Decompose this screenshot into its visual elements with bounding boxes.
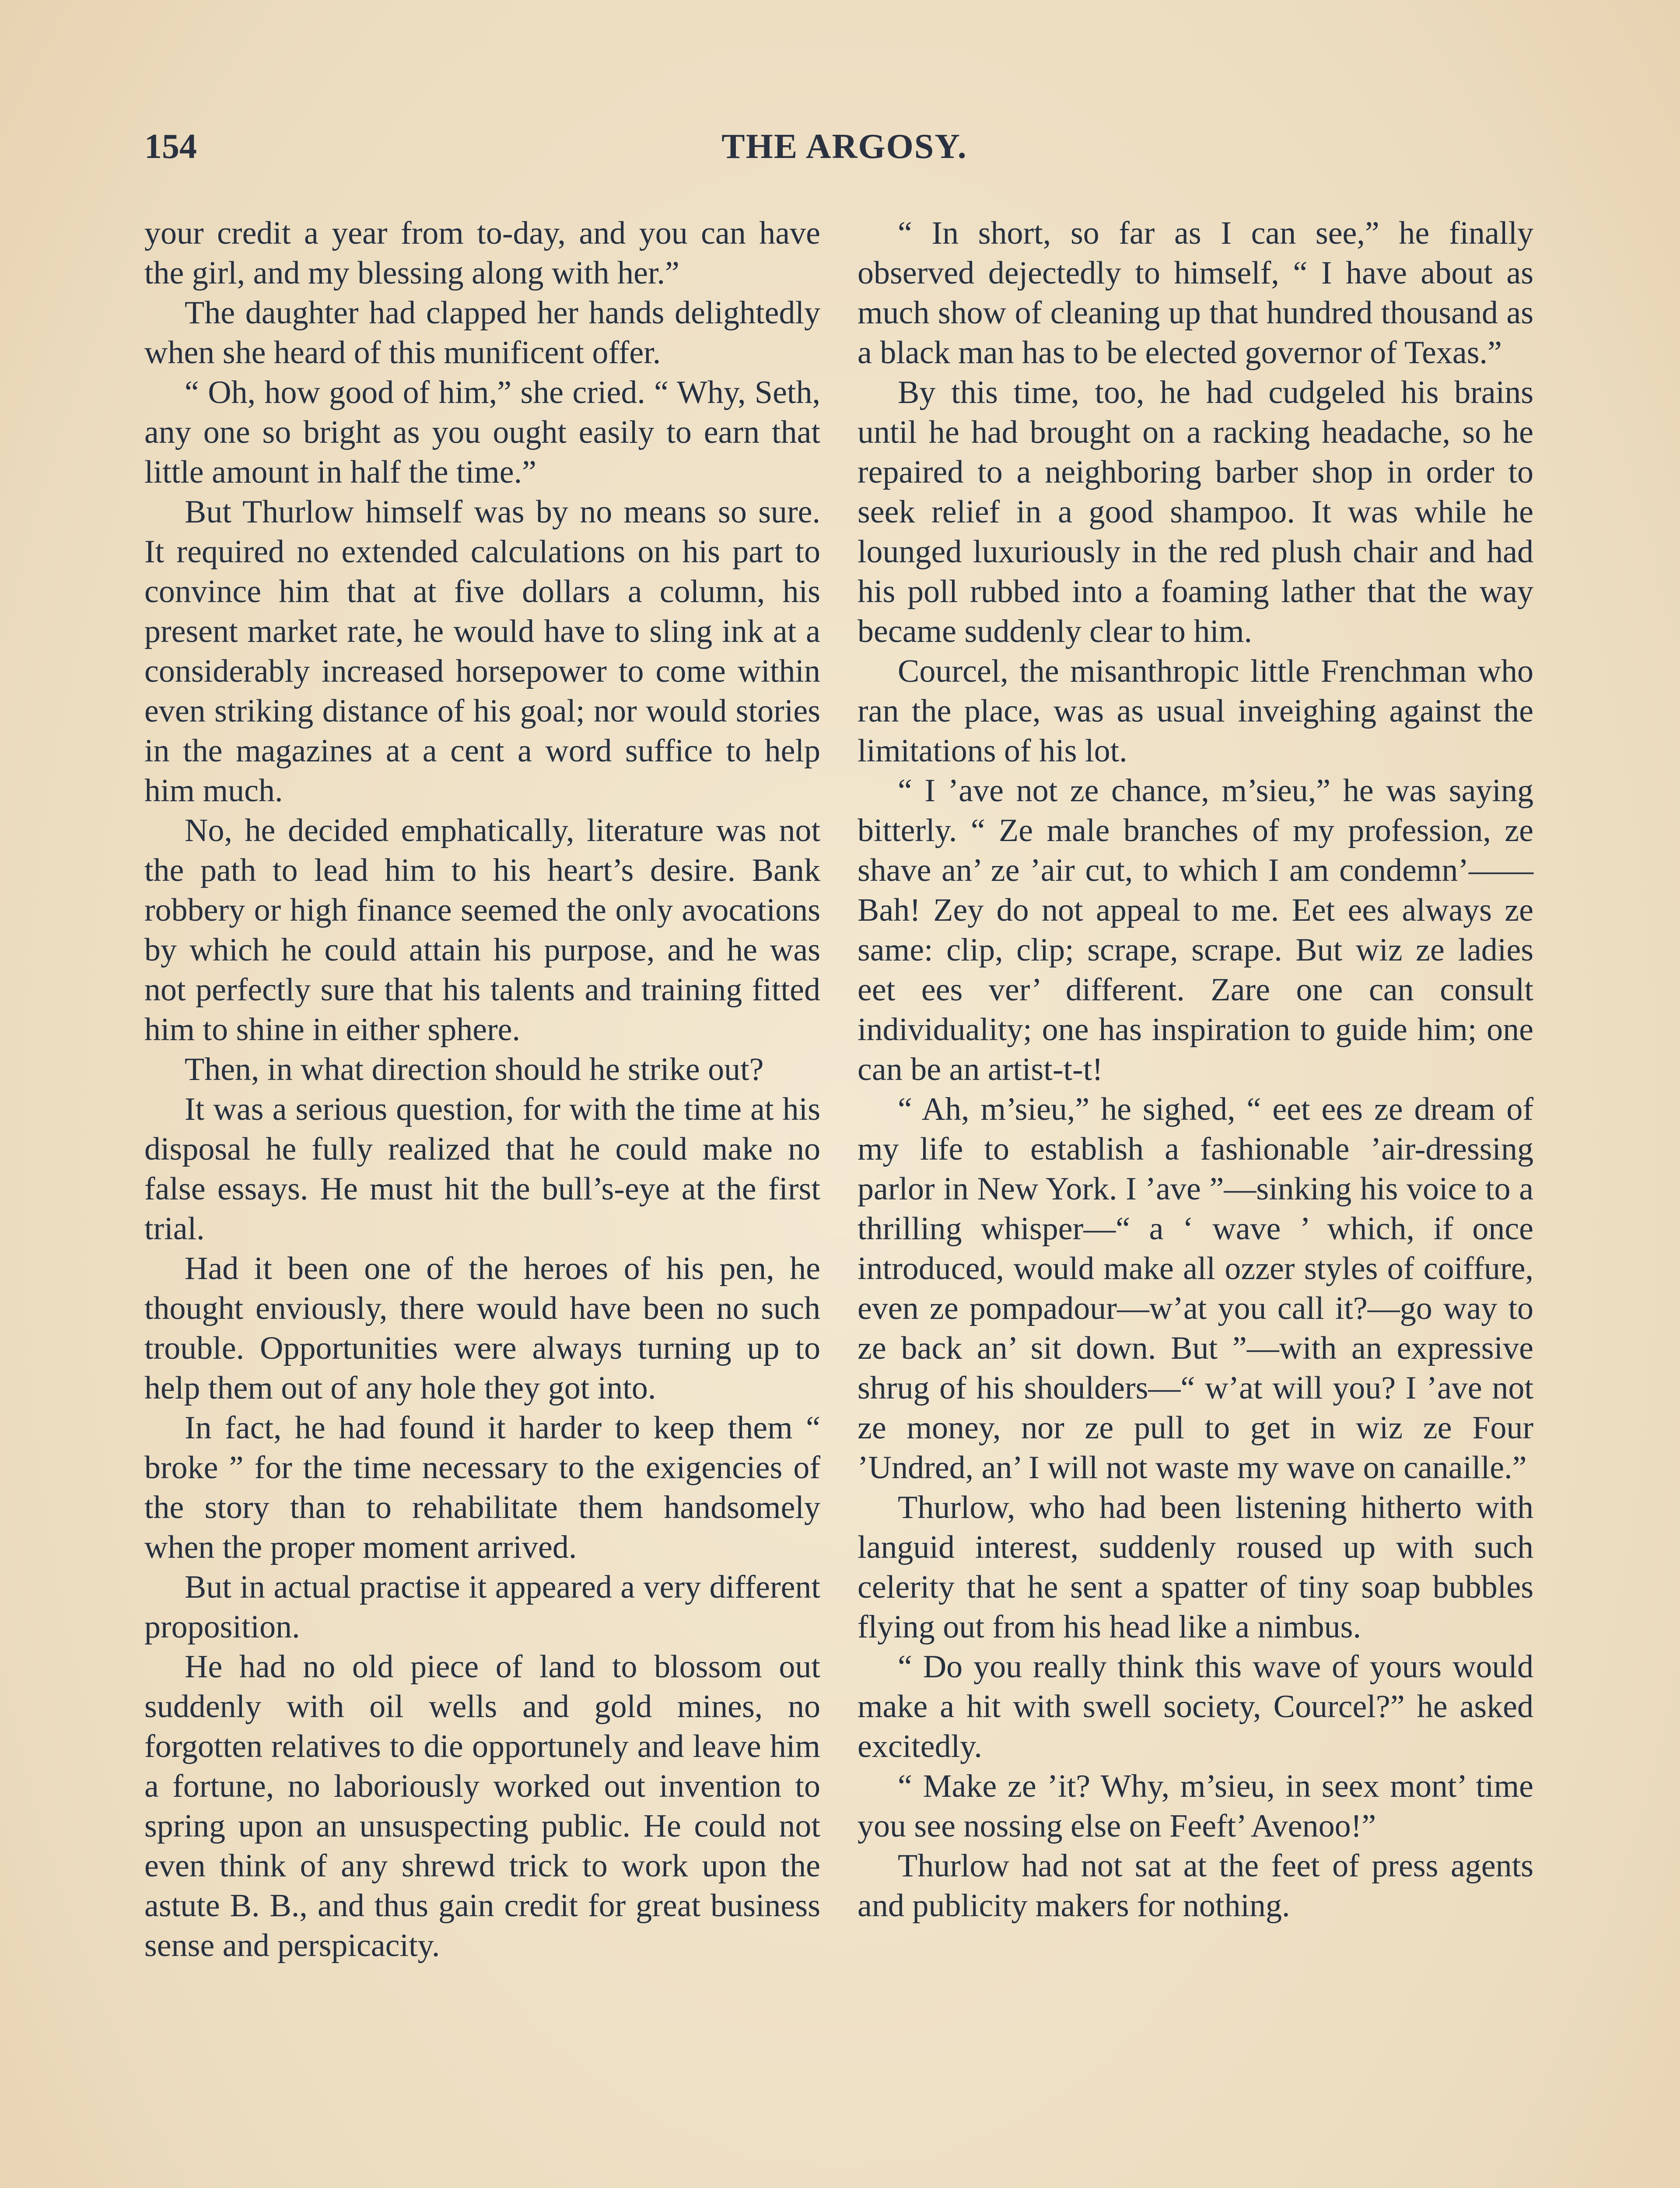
page-header (144, 127, 1544, 179)
paragraph: “ I ’ave not ze chance, m’sieu,” he was saying bitterly. “ Ze male branches of my profession, ze shave an’ ze ’air cut, to which I am condemn’—— Bah! Zey do not appeal to me. Eet ees always ze same: clip, clip; scrape, scrape. But wiz ze ladies eet ees ver’ different. Zare one can consult individuality; one has inspiration to guide him; one can be an artist-t-t! (858, 773, 1533, 1087)
paragraph: Thurlow had not sat at the feet of press agents and publicity makers for nothing. (858, 1848, 1533, 1924)
paragraph: “ Oh, how good of him,” she cried. “ Why, Seth, any one so bright as you ought easily to earn that little amount in half the time.” (144, 375, 820, 490)
paragraph: In fact, he had found it harder to keep them “ broke ” for the time necessary to the exigencies of the story than to rehabilitate them handsomely when the proper moment arrived. (144, 1410, 820, 1565)
right-column (858, 214, 1533, 1926)
paragraph: “ Do you really think this wave of yours would make a hit with swell society, Courcel?” he asked excitedly. (858, 1649, 1533, 1764)
paragraph: He had no old piece of land to blossom out suddenly with oil wells and gold mines, no forgotten relatives to die opportunely and leave him a fortune, no laboriously worked out invention to spring upon an unsuspecting public. He could not even think of any shrewd trick to work upon the astute B. B., and thus gain credit for great business sense and perspicacity. (144, 1649, 820, 1964)
paragraph: “ Ah, m’sieu,” he sighed, “ eet ees ze dream of my life to establish a fashionable ’air-dressing parlor in New York. I ’ave ”—sinking his voice to a thrilling whisper—“ a ‘ wave ’ which, if once introduced, would make all ozzer styles of coiffure, even ze pompadour—w’at you call it?—go way to ze back an’ sit down. But ”—with an expressive shrug of his shoulders—“ w’at will you? I ’ave not ze money, nor ze pull to get in wiz ze Four ’Undred, an’ I will not waste my wave on canaille.” (858, 1091, 1533, 1486)
paragraph: Courcel, the misanthropic little Frenchman who ran the place, was as usual inveighing against the limitations of his lot. (858, 653, 1533, 769)
paragraph: “ Make ze ’it? Why, m’sieu, in seex mont’ time you see nossing else on Feeft’ Avenoo!” (858, 1768, 1533, 1844)
paragraph: Then, in what direction should he strike out? (185, 1052, 764, 1087)
page-number: 154 (144, 127, 197, 166)
paragraph: Had it been one of the heroes of his pen, he thought enviously, there would have been no such trouble. Opportunities were always turning up to help them out of any hole they got into. (144, 1251, 820, 1406)
paragraph: It was a serious question, for with the time at his disposal he fully realized that he could make no false essays. He must hit the bull’s-eye at the first trial. (144, 1091, 820, 1247)
paragraph: But in actual practise it appeared a very different proposition. (144, 1569, 820, 1645)
paragraph: Thurlow, who had been listening hitherto with languid interest, suddenly roused up with such celerity that he sent a spatter of tiny soap bubbles flying out from his head like a nimbus. (858, 1490, 1533, 1645)
running-title: THE ARGOSY. (721, 127, 967, 166)
paragraph: But Thurlow himself was by no means so sure. It required no extended calculations on his part to convince him that at five dollars a column, his present market rate, he would have to sling ink at a considerably increased horsepower to come within even striking distance of his goal; nor would stories in the magazines at a cent a word suffice to help him much. (144, 494, 820, 809)
left-column (144, 214, 820, 1966)
paragraph: your credit a year from to-day, and you can have the girl, and my blessing along with her.” (144, 215, 820, 291)
paragraph: No, he decided emphatically, literature was not the path to lead him to his heart’s desire. Bank robbery or high finance seemed the only avocations by which he could attain his purpose, and he was not perfectly sure that his talents and training fitted him to shine in either sphere. (144, 813, 820, 1048)
paragraph: “ In short, so far as I can see,” he finally observed dejectedly to himself, “ I have about as much show of cleaning up that hundred thousand as a black man has to be elected governor of Texas.” (858, 215, 1533, 371)
paragraph: By this time, too, he had cudgeled his brains until he had brought on a racking headache, so he repaired to a neighboring barber shop in order to seek relief in a good shampoo. It was while he lounged luxuriously in the red plush chair and had his poll rubbed into a foaming lather that the way became suddenly clear to him. (858, 375, 1533, 649)
paragraph: The daughter had clapped her hands delightedly when she heard of this munificent offer. (144, 295, 820, 371)
